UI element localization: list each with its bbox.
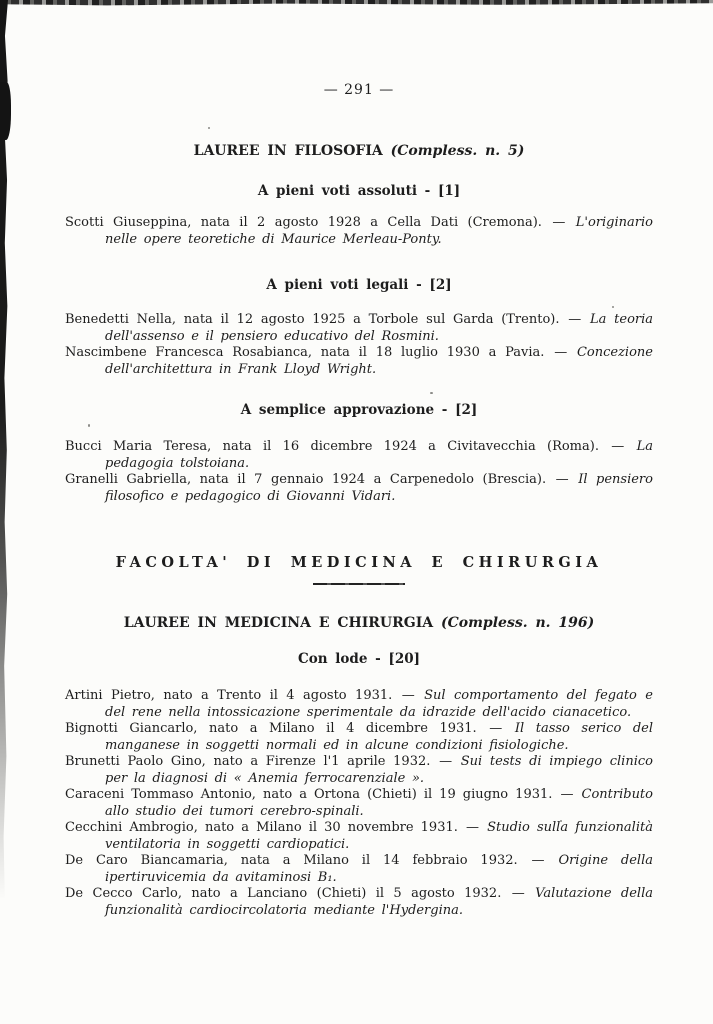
graduate-entry: [65, 345, 653, 378]
graduate-info: Scotti Giuseppina, nata il 2 agosto 1928 a Cella Dati (Cremona).: [65, 215, 542, 230]
group-label-pieni-voti-assoluti: A pieni voti assoluti - [1]: [257, 183, 461, 199]
thesis-title: Sul comportamento del fegato e del rene nella intossicazione sperimentale da idrazide dell'acido cianacetico.: [105, 688, 654, 720]
graduate-entry: [65, 215, 653, 248]
entry-dash: —: [531, 853, 545, 868]
graduate-info: De Cecco Carlo, nato a Lanciano (Chieti) il 5 agosto 1932.: [65, 886, 502, 901]
graduate-entry: [65, 787, 653, 820]
thesis-title: L'originario nelle opere teoretiche di Maurice Merleau-Ponty.: [105, 215, 653, 247]
entry-dash: —: [568, 312, 582, 327]
entry-dash: —: [401, 688, 415, 703]
binding-blob: [0, 82, 11, 140]
entry-dash: —: [465, 820, 479, 835]
group-label-con-lode: Con lode - [20]: [298, 651, 420, 667]
entry-dash: —: [511, 886, 525, 901]
graduate-info: De Caro Biancamaria, nata a Milano il 14 febbraio 1932.: [65, 853, 518, 868]
thesis-title: Origine della ipertiruvicemia da avitaminosi B₁.: [105, 853, 653, 885]
thesis-title: La teoria dell'assenso e il pensiero educativo del Rosmini.: [105, 312, 654, 344]
thesis-title: Sui tests di impiego clinico per la diagnosi di « Anemia ferrocarenziale ».: [105, 754, 653, 786]
graduate-info: Caraceni Tommaso Antonio, nato a Ortona (Chieti) il 19 giugno 1931.: [65, 787, 553, 802]
graduate-entry: [65, 886, 653, 919]
thesis-title: Studio sulla funzionalità ventilatoria in soggetti cardiopatici.: [105, 820, 653, 852]
section-heading-medicina: [65, 615, 653, 632]
graduate-entry: [65, 820, 653, 853]
entry-dash: —: [554, 345, 568, 360]
graduate-entry: [65, 853, 653, 886]
thesis-title: La pedagogia tolstoiana.: [105, 439, 653, 471]
page-content: [65, 0, 653, 919]
graduate-entry: [65, 721, 653, 754]
thesis-title: Valutazione della funzionalità cardiocircolatoria mediante l'Hydergina.: [105, 886, 653, 918]
graduate-info: Benedetti Nella, nata il 12 agosto 1925 a Torbole sul Garda (Trento).: [65, 312, 560, 327]
graduate-info: Cecchini Ambrogio, nato a Milano il 30 novembre 1931.: [65, 820, 458, 835]
graduate-info: Bignotti Giancarlo, nato a Milano il 4 dicembre 1931.: [65, 721, 477, 736]
section-heading-filosofia: [65, 143, 653, 160]
section-heading-note: (Compless. n. 196): [441, 615, 595, 631]
graduate-entry: [65, 439, 653, 472]
graduate-info: Brunetti Paolo Gino, nato a Firenze l'1 aprile 1932.: [65, 754, 431, 769]
section-heading-title: LAUREE IN FILOSOFIA: [193, 143, 383, 159]
entry-dash: —: [439, 754, 453, 769]
thesis-title: Il pensiero filosofico e pedagogico di Giovanni Vidari.: [105, 472, 653, 504]
graduate-entry: [65, 754, 653, 787]
graduate-entry: [65, 688, 653, 721]
thesis-title: Concezione dell'architettura in Frank Lloyd Wright.: [105, 345, 653, 377]
entry-dash: —: [552, 215, 566, 230]
section-heading-note: (Compless. n. 5): [390, 143, 525, 159]
graduate-info: Bucci Maria Teresa, nata il 16 dicembre 1924 a Civitavecchia (Roma).: [65, 439, 599, 454]
thesis-title: Contributo allo studio dei tumori cerebro-spinali.: [105, 787, 653, 819]
faculty-heading: FACOLTA' DI MEDICINA E CHIRURGIA: [115, 554, 603, 571]
faculty-heading-rule: [313, 583, 405, 585]
entry-dash: —: [611, 439, 625, 454]
entry-dash: —: [555, 472, 569, 487]
page-number: — 291 —: [323, 82, 395, 98]
graduate-info: Nascimbene Francesca Rosabianca, nata il 18 luglio 1930 a Pavia.: [65, 345, 545, 360]
graduate-entry: [65, 472, 653, 505]
section-heading-title: LAUREE IN MEDICINA E CHIRURGIA: [123, 615, 434, 631]
graduate-info: Artini Pietro, nato a Trento il 4 agosto 1931.: [65, 688, 393, 703]
entry-dash: —: [489, 721, 503, 736]
graduate-entry: [65, 312, 653, 345]
graduate-info: Granelli Gabriella, nata il 7 gennaio 1924 a Carpenedolo (Brescia).: [65, 472, 547, 487]
group-label-pieni-voti-legali: A pieni voti legali - [2]: [266, 277, 452, 293]
group-label-semplice-approvazione: A semplice approvazione - [2]: [240, 402, 478, 418]
thesis-title: Il tasso serico del manganese in soggetti normali ed in alcune condizioni fisiologiche.: [105, 721, 654, 753]
entry-dash: —: [560, 787, 574, 802]
